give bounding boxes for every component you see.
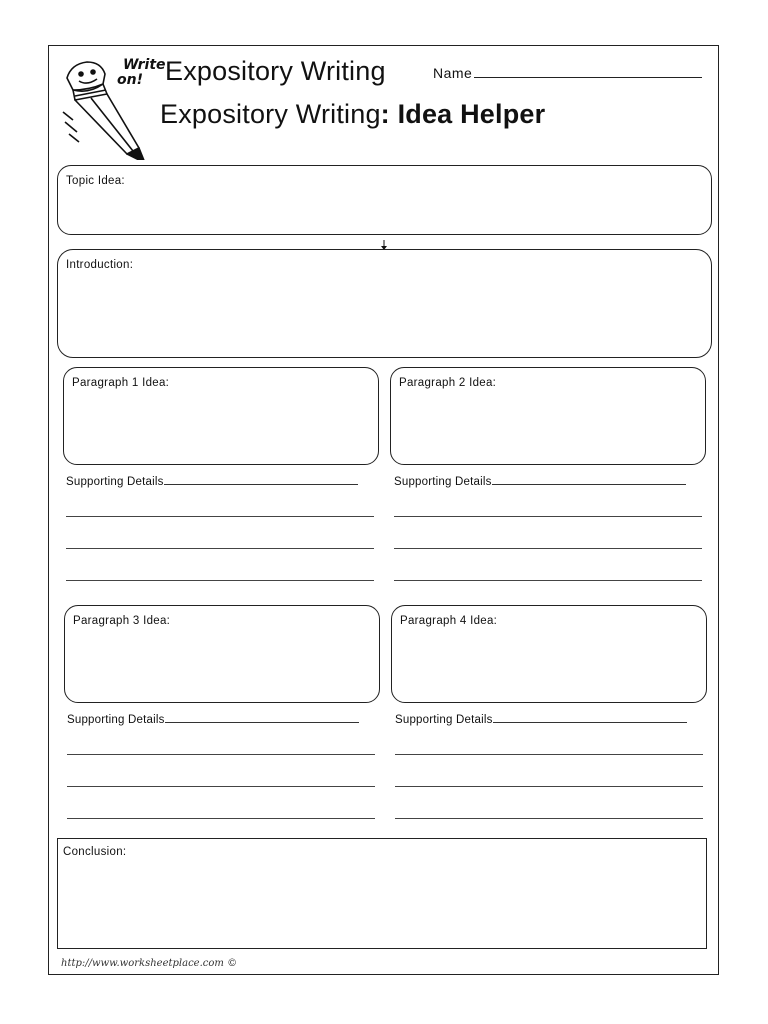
worksheet-page — [48, 45, 719, 975]
conclusion-label: Conclusion: — [63, 846, 127, 858]
paragraph-3-box[interactable] — [64, 605, 380, 703]
name-field[interactable] — [433, 64, 702, 81]
paragraph-2-box[interactable] — [390, 367, 706, 465]
detail-line[interactable] — [394, 516, 702, 517]
detail-line[interactable] — [394, 548, 702, 549]
paragraph-3-label: Paragraph 3 Idea: — [73, 615, 171, 627]
logo-text-write: Write — [123, 57, 166, 73]
supporting-details-label: Supporting Details — [395, 714, 493, 726]
detail-line[interactable] — [67, 818, 375, 819]
paragraph-4-supporting-details[interactable] — [395, 711, 687, 726]
supporting-details-label: Supporting Details — [394, 476, 492, 488]
detail-line[interactable] — [395, 786, 703, 787]
page-subtitle — [160, 99, 545, 130]
page-title: Expository Writing — [165, 56, 386, 86]
supporting-details-label: Supporting Details — [67, 714, 165, 726]
topic-idea-box[interactable] — [57, 165, 712, 235]
detail-line[interactable] — [67, 754, 375, 755]
name-label: Name — [433, 65, 473, 81]
logo-text-on: on! — [117, 72, 143, 88]
introduction-box[interactable] — [57, 249, 712, 358]
detail-line[interactable] — [67, 786, 375, 787]
detail-line[interactable] — [395, 754, 703, 755]
paragraph-1-supporting-details[interactable] — [66, 473, 358, 488]
detail-line[interactable] — [395, 818, 703, 819]
paragraph-4-box[interactable] — [391, 605, 707, 703]
footer-credit — [61, 958, 237, 969]
paragraph-4-label: Paragraph 4 Idea: — [400, 615, 498, 627]
paragraph-3-supporting-details[interactable] — [67, 711, 359, 726]
introduction-label: Introduction: — [66, 259, 134, 271]
footer-copyright: © — [227, 958, 238, 969]
paragraph-2-label: Paragraph 2 Idea: — [399, 377, 497, 389]
subtitle-bold: : Idea Helper — [380, 99, 546, 129]
conclusion-box[interactable] — [57, 838, 707, 949]
supporting-details-label: Supporting Details — [66, 476, 164, 488]
detail-line[interactable] — [394, 580, 702, 581]
name-line[interactable] — [474, 64, 702, 78]
topic-idea-label: Topic Idea: — [66, 175, 125, 187]
detail-line[interactable] — [66, 548, 374, 549]
footer-url: http://www.worksheetplace.com — [61, 958, 224, 969]
detail-line[interactable] — [66, 580, 374, 581]
detail-line[interactable] — [66, 516, 374, 517]
paragraph-1-box[interactable] — [63, 367, 379, 465]
paragraph-2-supporting-details[interactable] — [394, 473, 686, 488]
paragraph-1-label: Paragraph 1 Idea: — [72, 377, 170, 389]
write-on-logo — [59, 50, 166, 160]
subtitle-prefix: Expository Writing — [160, 99, 381, 129]
